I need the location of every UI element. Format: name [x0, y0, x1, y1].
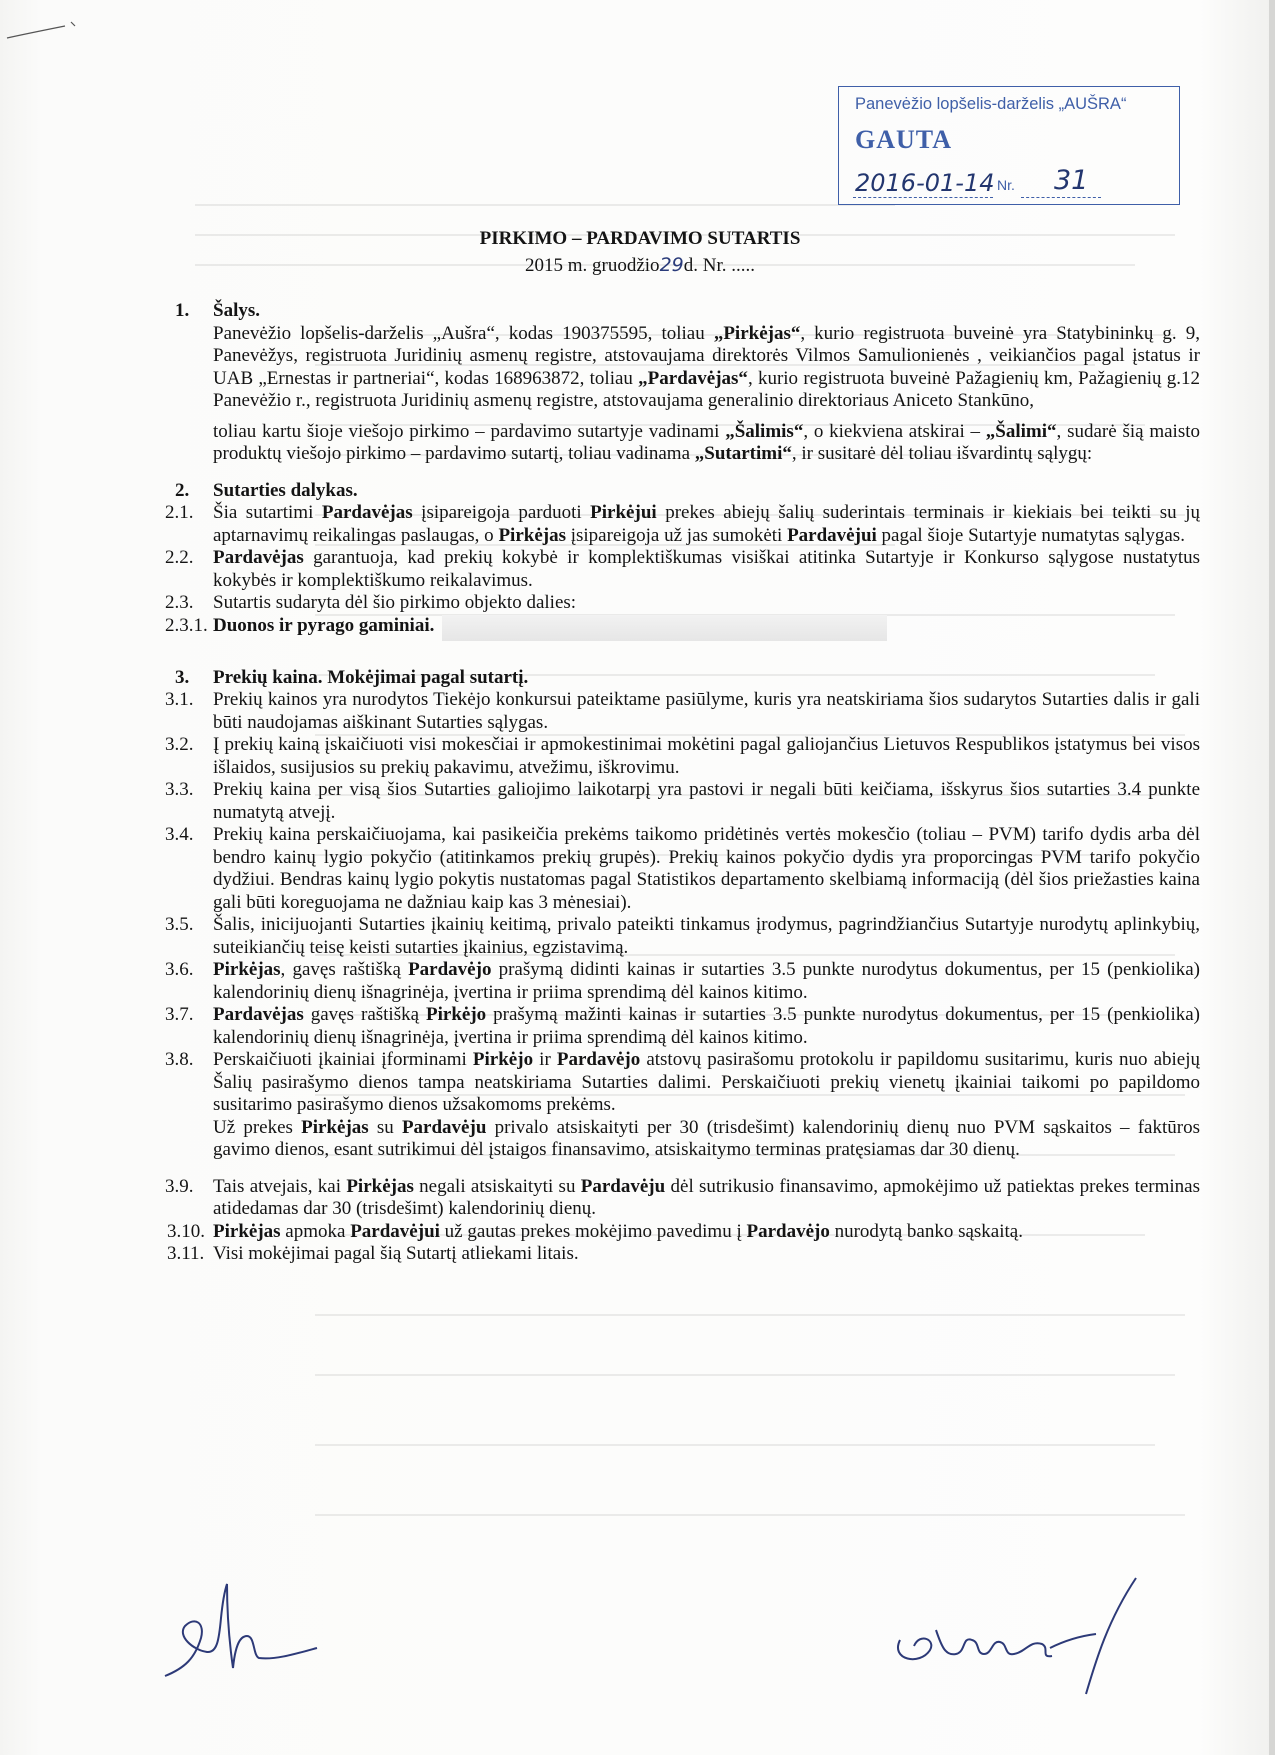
redacted-area: [442, 615, 887, 641]
text-run: privalo atsiskaityti per 30 (trisdešimt) kalendorinių dienų nuo PVM sąskaitos – faktūros gavimo dienos, esant sutrikimui dėl įstaigos finansavimo, atsiskaitymo terminas pratęsiamas dar 30 dienų.: [213, 1116, 1200, 1160]
bold-term: Pirkėjo: [426, 1004, 487, 1025]
clause-3-5: [165, 914, 1200, 959]
signature-buyer: [155, 1578, 325, 1688]
clause-3-10: [167, 1221, 1200, 1244]
bold-term: „Šalimi“: [985, 420, 1057, 442]
text-run: įsipareigoja už jas sumokėti: [565, 524, 788, 546]
bold-term: Pirkėjas: [213, 959, 281, 980]
text-run: Prekių kainos yra nurodytos Tiekėjo konkursui pateiktame pasiūlyme, kuris yra neatskiriama šios sudarytos Sutarties dalis ir gali būti naudojamas aiškinant Sutarties sąlygas.: [213, 689, 1200, 733]
text-run: ir: [533, 1049, 557, 1070]
clause-3-11: [167, 1243, 1200, 1266]
text-run: prašymą mažinti kainas ir sutarties 3.5 punkte nurodytus dokumentus, per 15 (penkiolika) kalendorinių dienų išnagrinėja, įvertina ir priima sprendimą dėl kainos kitimo.: [213, 1004, 1200, 1048]
section-3-heading: [175, 667, 1200, 690]
date-day-handwritten: 29: [659, 254, 684, 276]
clause-text: Duonos ir pyrago gaminiai.: [213, 614, 435, 636]
section-title: Prekių kaina. Mokėjimai pagal sutartį.: [213, 666, 529, 688]
clause-number: 2.3.: [165, 592, 194, 613]
bold-term: Pirkėjas: [498, 524, 566, 546]
clause-3-2: [165, 734, 1200, 779]
clause-number: 2.3.1.: [165, 614, 208, 636]
clause-number: 2.1.: [165, 502, 194, 523]
clause-text: [213, 734, 1200, 779]
clause-number: 3.7.: [165, 1004, 194, 1025]
bold-term: „Sutartimi“: [694, 443, 792, 464]
clause-text: [213, 1176, 1200, 1221]
stamp-nr-label: Nr.: [997, 177, 1015, 193]
bold-term: Pardavėjui: [350, 1220, 440, 1242]
clause-2-1: [165, 502, 1200, 547]
contract-body: [165, 292, 1201, 1266]
text-run: Panevėžio lopšelis-darželis „Aušra“, kodas 190375595, toliau: [213, 322, 714, 344]
bold-term: Pirkėjui: [590, 502, 657, 523]
section-title: Sutarties dalykas.: [213, 479, 358, 501]
bold-term: Pirkėjo: [472, 1049, 534, 1070]
text-run: apmoka: [280, 1220, 351, 1242]
text-run: Perskaičiuoti įkainiai įforminami: [213, 1049, 473, 1070]
stamp-nr-line: [1021, 197, 1101, 198]
text-run: toliau kartu šioje viešojo pirkimo – pardavimo sutartyje vadinami: [213, 420, 726, 442]
text-run: įsipareigoja parduoti: [412, 502, 591, 523]
text-run: nurodytą banko sąskaitą.: [829, 1220, 1023, 1242]
text-run: už gautas prekes mokėjimo pavedimu į: [439, 1220, 747, 1242]
bold-term: Pirkėjas: [346, 1175, 414, 1197]
bold-term: Pardavėjas: [213, 547, 304, 568]
page-edge-shadow: [1269, 0, 1275, 1755]
section-2-items: [165, 502, 1200, 615]
section-1-heading: [175, 300, 1200, 323]
text-run: Sutartis sudaryta dėl šio pirkimo objekto dalies:: [213, 592, 577, 613]
text-run: gavęs raštišką: [303, 1004, 427, 1025]
text-run: Tais atvejais, kai: [213, 1175, 347, 1197]
text-run: Šalis, inicijuojanti Sutarties įkainių keitimą, privalo pateikti tinkamus įrodymus, pagrindžiančius Sutartyje nurodytų aplinkybių, suteikiančių teisę keisti sutarties įkainius, egzistavimą.: [213, 914, 1200, 958]
bold-term: Pardavėjas: [321, 502, 413, 523]
clause-2-3-1: [165, 615, 1200, 641]
clause-text: [213, 959, 1200, 1004]
text-run: dėl sutrikusio finansavimo, apmokėjimo už patiektas prekes terminas atidedamas dar 30 (trisdešimt) kalendorinių dienų.: [213, 1175, 1200, 1219]
signature-seller: [880, 1570, 1140, 1700]
text-run: Į prekių kainą įskaičiuoti visi mokesčiai ir apmokestinimai mokėtini pagal galiojančius Lietuvos Respublikos įstatymus bei visos išlaidos, susijusios su prekių pakavimu, atvežimu, iškrovimu.: [213, 734, 1200, 778]
section-number: 2.: [175, 479, 190, 501]
text-run: Prekių kaina perskaičiuojama, kai pasikeičia prekėms taikomo pridėtinės vertės mokesčio (toliau – PVM) tarifo dydis arba dėl bendro kainų lygio pokyčio (atitinkamos prekių grupės). Prekių kainos pokyčio dydis yra proporcingas PVM tarifo pokyčio dydžiui. Bendras kainų lygio pokytis nustatomas pagal Statistikos departamento skelbiamą informaciją (dėl šios priežasties kaina gali būti koreguojama ne dažniau kaip kas 3 mėnesiai).: [213, 824, 1200, 913]
clause-text: [213, 1004, 1200, 1049]
text-run: atstovų pasirašomu protokolu ir papildomu susitarimu, kuris nuo abiejų Šalių pasirašymo dienos tampa neatskiriama Sutarties dalimi. Perskaičiuoti prekių vienetų įkainiai taikomi po papildomo susitarimo pasirašymo dienos užsakomoms prekėms.: [213, 1049, 1200, 1115]
text-run: , kurio registruota buveinė yra Statybininkų g. 9, Panevėžys, registruota Juridinių asmenų registre, atstovaujama direktorės Vilmos Samulionienės , veikiančios pagal įstatus ir UAB „Ernestas ir partneriai“, kodas 168963872, toliau: [213, 322, 1200, 389]
clause-text: [213, 1243, 1200, 1266]
text-run: garantuoja, kad prekių kokybė ir komplektiškumas visiškai atitinka Sutartyje ir Konkurso sąlygose nustatytus kokybės ir komplektiškumo reikalavimus.: [213, 547, 1200, 591]
clause-number: 3.11.: [167, 1243, 205, 1264]
bold-term: „Pardavėjas“: [638, 367, 748, 389]
pen-mark: [5, 20, 85, 44]
payment-terms-paragraph: [175, 1117, 1200, 1162]
bold-term: Pardavėjo: [408, 959, 492, 980]
text-run: Už prekes: [213, 1116, 302, 1138]
text-run: , o kiekviena atskirai –: [803, 420, 986, 442]
clause-number: 3.9.: [165, 1175, 194, 1197]
clause-3-1: [165, 689, 1200, 734]
stamp-received-label: GAUTA: [855, 125, 952, 154]
text-run: , ir susitarė dėl toliau išvardintų sąlygų:: [791, 443, 1093, 464]
clause-text: [213, 547, 1200, 592]
bold-term: Pirkėjas: [301, 1116, 369, 1138]
clause-number: 3.6.: [165, 959, 194, 980]
clause-number: 3.10.: [167, 1220, 205, 1242]
bold-term: „Šalimis“: [725, 420, 804, 442]
clause-number: 3.3.: [165, 779, 194, 800]
clause-text: [213, 592, 1200, 615]
clause-number: 3.1.: [165, 689, 194, 710]
clause-3-4: [165, 824, 1200, 914]
text-run: , sudarė šią maisto produktų viešojo pirkimo – pardavimo sutartį, toliau vadinama: [213, 420, 1200, 464]
text-run: Šia sutartimi: [213, 502, 322, 523]
stamp-nr-value: 31: [1054, 165, 1089, 196]
bold-term: Pardavėjui: [787, 524, 877, 546]
clause-text: [213, 689, 1200, 734]
received-stamp: [838, 86, 1180, 205]
text-run: pagal šioje Sutartyje numatytas sąlygas.: [876, 524, 1185, 546]
clause-3-3: [165, 779, 1200, 824]
date-suffix: d. Nr. .....: [683, 255, 755, 276]
bold-term: Pirkėjas: [213, 1220, 281, 1242]
clause-text: [213, 1221, 1200, 1244]
text-run: Visi mokėjimai pagal šią Sutartį atliekami litais.: [213, 1243, 579, 1264]
parties-agreement-paragraph: [175, 421, 1200, 466]
section-2-heading: [175, 480, 1200, 503]
clause-text: [213, 914, 1200, 959]
bold-term: Pardavėju: [580, 1175, 666, 1197]
text-run: prašymą didinti kainas ir sutarties 3.5 punkte nurodytus dokumentus, per 15 (penkiolika) kalendorinių dienų išnagrinėja, įvertina ir priima sprendimą dėl kainos kitimo.: [213, 959, 1200, 1003]
clause-number: 3.2.: [165, 734, 194, 755]
clause-3-9: [165, 1176, 1200, 1221]
clause-3-6: [165, 959, 1200, 1004]
bold-term: Pardavėjas: [213, 1004, 304, 1025]
document-title: PIRKIMO – PARDAVIMO SUTARTIS: [479, 228, 801, 249]
section-3-items-cont: [165, 1175, 1200, 1266]
clause-2-3: [165, 592, 1200, 615]
clause-2-2: [165, 547, 1200, 592]
stamp-date-line: [853, 197, 993, 198]
text-run: , kurio registruota buveinė Pažagienių km, Pažagienių g.12 Panevėžio r., registruota Juridinių asmenų registre, atstovaujama generalinio direktoriaus Aniceto Stankūno,: [213, 367, 1201, 411]
document-date-line: [340, 254, 940, 277]
text-run: , gavęs raštišką: [280, 959, 409, 980]
bold-term: Pardavėjo: [556, 1049, 641, 1070]
stamp-date: 2016-01-14: [855, 169, 995, 197]
clause-number: 3.5.: [165, 914, 194, 935]
bold-term: Pardavėju: [401, 1116, 487, 1138]
clause-3-8: [165, 1049, 1200, 1117]
section-3-items: [165, 689, 1200, 1117]
clause-number: 2.2.: [165, 547, 194, 568]
bold-term: Pardavėjo: [746, 1220, 830, 1242]
stamp-organization: Panevėžio lopšelis-darželis „AUŠRA“: [855, 95, 1127, 113]
clause-3-7: [165, 1004, 1200, 1049]
text-run: prekes abiejų šalių suderintais terminais ir kiekiais bei teikti su jų aptarnavimų reikalingas paslaugas, o: [213, 502, 1200, 546]
text-run: Prekių kaina per visą šios Sutarties galiojimo laikotarpį yra pastovi ir negali būti keičiama, išskyrus šios sutarties 3.4 punkte numatytą atvejį.: [213, 779, 1200, 823]
clause-text: [213, 1049, 1200, 1117]
clause-text: [213, 779, 1200, 824]
clause-text: [213, 502, 1200, 547]
section-number: 1.: [175, 300, 190, 321]
clause-number: 3.4.: [165, 824, 194, 845]
text-run: su: [368, 1116, 402, 1138]
bold-term: „Pirkėjas“: [713, 322, 801, 344]
text-run: negali atsiskaityti su: [413, 1175, 581, 1197]
parties-paragraph: [175, 323, 1200, 413]
clause-number: 3.8.: [165, 1049, 194, 1070]
date-prefix: 2015 m. gruodžio: [524, 255, 660, 276]
section-title: Šalys.: [213, 300, 260, 321]
clause-text: [213, 824, 1200, 914]
section-number: 3.: [175, 666, 190, 688]
